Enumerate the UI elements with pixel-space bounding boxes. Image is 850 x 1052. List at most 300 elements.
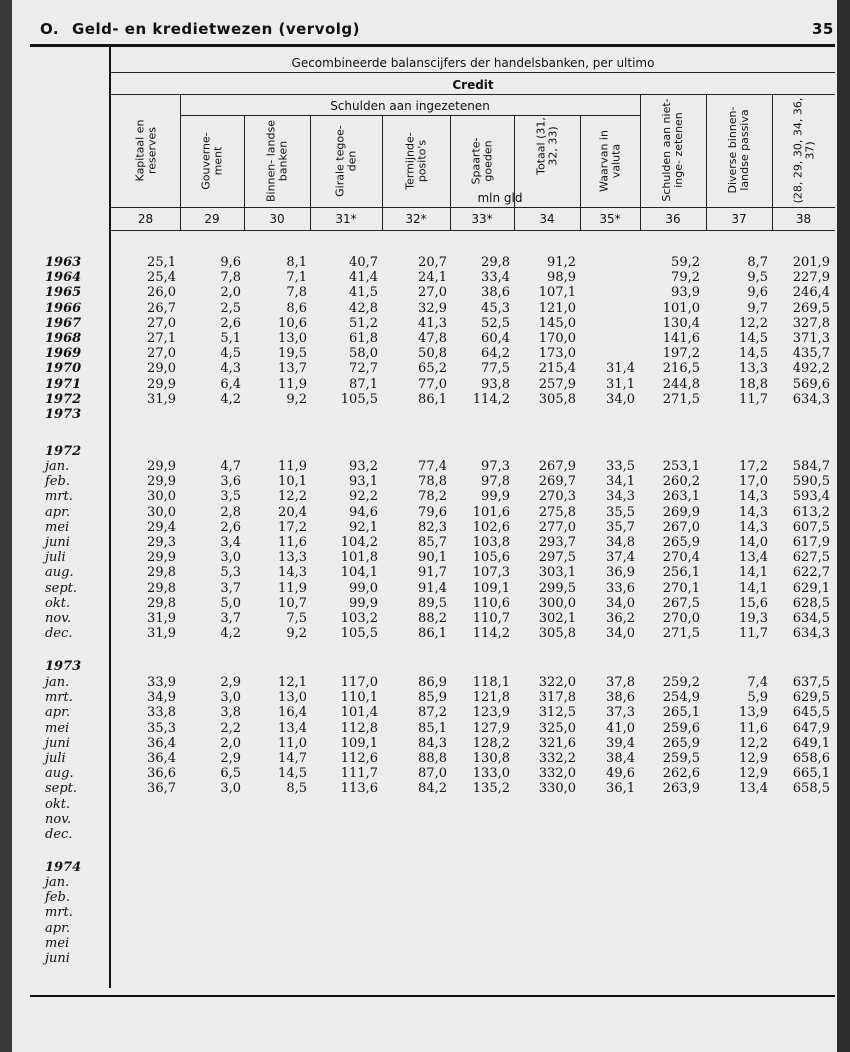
table-row [0,520,840,535]
table-cell: 637,5 [792,675,830,690]
table-cell: 51,2 [349,315,378,331]
row-label: apr. [45,705,70,721]
table-cell: 11,6 [278,535,307,550]
table-cell: 267,5 [662,595,700,611]
top-rule [30,44,835,47]
table-cell: 36,2 [606,611,635,626]
table-row [0,781,840,796]
table-cell: 628,5 [792,595,830,611]
table-cell: 607,5 [792,519,830,535]
table-cell: 658,5 [792,781,830,797]
table-cell: 14,1 [739,565,768,581]
column-number: 34 [539,212,555,226]
table-cell: 14,1 [739,580,768,596]
table-cell: 12,9 [739,751,768,766]
table-cell: 18,8 [739,376,768,392]
table-cell: 89,5 [418,595,447,611]
unit-line [111,207,835,208]
table-cell: 246,4 [792,285,830,301]
table-cell: 31,9 [147,391,176,407]
table-cell: 277,0 [538,519,576,535]
row-label: okt. [45,595,71,611]
table-cell: 2,6 [220,519,241,535]
table-cell: 321,6 [538,735,576,751]
table-cell: 107,3 [472,565,510,581]
row-label: aug. [45,766,74,782]
table-cell: 113,6 [340,781,378,797]
table-cell: 128,2 [472,735,510,751]
table-cell: 267,0 [662,519,700,535]
table-cell: 12,2 [739,315,768,331]
table-cell: 87,0 [418,766,447,782]
table-cell: 41,4 [349,270,378,286]
row-label: juni [45,735,70,751]
column-number: 29 [204,212,220,226]
table-cell: 59,2 [671,255,700,270]
table-cell: 33,5 [606,459,635,474]
table-cell: 86,1 [418,626,447,642]
table-cell: 29,8 [147,565,176,581]
table-cell: 297,5 [538,550,576,566]
table-row [0,675,840,690]
table-cell: 253,1 [662,459,700,474]
table-cell: 29,8 [147,595,176,611]
table-row [0,255,840,270]
table-cell: 170,0 [538,331,576,346]
table-cell: 45,3 [481,300,510,316]
table-cell: 41,3 [418,315,447,331]
column-header: (28, 29, 30, 34, 36, 37) [790,97,816,203]
table-cell: 103,8 [472,535,510,550]
table-cell: 6,4 [220,376,241,392]
table-cell: 34,1 [606,474,635,490]
table-cell: 29,3 [147,535,176,550]
table-cell: 14,3 [739,504,768,520]
table-cell: 14,7 [278,751,307,766]
table-cell: 4,7 [220,459,241,474]
table-cell: 634,5 [792,611,830,626]
table-cell: 9,7 [747,300,768,316]
table-cell: 42,8 [349,300,378,316]
table-cell: 37,4 [606,550,635,566]
section-letter: O. [40,20,60,38]
table-cell: 254,9 [662,690,700,706]
table-cell: 215,4 [538,361,576,377]
table-cell: 36,6 [147,766,176,782]
table-row [0,936,840,951]
table-cell: 110,7 [472,611,510,626]
table-cell: 2,6 [220,315,241,331]
table-cell: 110,6 [472,595,510,611]
table-cell: 145,0 [538,315,576,331]
table-row [0,736,840,751]
table-cell: 9,6 [220,255,241,270]
table-cell: 91,7 [418,565,447,581]
row-label: jan. [45,875,70,890]
table-cell: 30,0 [147,504,176,520]
table-cell: 256,1 [662,565,700,581]
table-cell: 259,6 [662,720,700,736]
table-cell: 14,3 [739,519,768,535]
table-row [0,581,840,596]
table-cell: 141,6 [662,331,700,346]
table-row [0,921,840,936]
table-cell: 257,9 [538,376,576,392]
table-row [0,301,840,316]
year-label: 1972 [45,444,82,459]
column-header: Totaal (31, 32, 33) [534,116,559,175]
table-cell: 645,5 [792,705,830,721]
table-cell: 322,0 [538,675,576,690]
table-cell: 29,4 [147,519,176,535]
table-cell: 30,0 [147,489,176,505]
table-cell: 105,5 [340,391,378,407]
table-cell: 617,9 [792,535,830,550]
table-cell: 36,7 [147,781,176,797]
table-cell: 14,5 [739,331,768,346]
table-cell: 38,4 [606,751,635,766]
table-cell: 102,6 [472,519,510,535]
table-cell: 2,9 [220,675,241,690]
table-cell: 300,0 [538,595,576,611]
table-cell: 269,9 [662,504,700,520]
row-label: juli [45,550,66,566]
table-cell: 10,6 [278,315,307,331]
table-cell: 2,9 [220,751,241,766]
row-label: juni [45,951,70,966]
table-cell: 87,1 [349,376,378,392]
table-cell: 110,1 [340,690,378,706]
table-cell: 8,5 [286,781,307,797]
table-cell: 13,3 [278,550,307,566]
year-heading [0,860,840,875]
table-cell: 3,8 [220,705,241,721]
table-cell: 105,5 [340,626,378,642]
table-cell: 38,6 [606,690,635,706]
table-cell: 77,4 [418,459,447,474]
row-label: 1963 [45,255,82,270]
table-cell: 93,9 [671,285,700,301]
table-cell: 16,4 [278,705,307,721]
table-row [0,890,840,905]
table-cell: 270,4 [662,550,700,566]
table-cell: 270,1 [662,580,700,596]
table-cell: 9,6 [747,285,768,301]
table-cell: 17,2 [278,519,307,535]
table-cell: 99,0 [349,580,378,596]
table-cell: 97,3 [481,459,510,474]
table-cell: 93,2 [349,459,378,474]
table-cell: 9,2 [286,626,307,642]
table-cell: 58,0 [349,346,378,362]
table-cell: 2,0 [220,735,241,751]
table-cell: 101,6 [472,504,510,520]
page-number: 35 [812,20,834,38]
table-row [0,565,840,580]
table-cell: 13,7 [278,361,307,377]
table-cell: 93,8 [481,376,510,392]
row-label: 1968 [45,331,82,346]
row-label: apr. [45,920,70,936]
table-cell: 2,0 [220,285,241,301]
table-cell: 4,2 [220,626,241,642]
table-cell: 435,7 [792,346,830,362]
table-cell: 29,9 [147,474,176,490]
row-label: mrt. [45,690,73,706]
table-cell: 269,5 [792,300,830,316]
table-cell: 19,3 [739,611,768,626]
table-cell: 7,5 [286,611,307,626]
table-cell: 3,7 [220,580,241,596]
table-cell: 13,0 [278,690,307,706]
table-cell: 121,0 [538,300,576,316]
row-label: aug. [45,565,74,581]
table-cell: 263,9 [662,781,700,797]
table-cell: 91,4 [418,580,447,596]
year-heading [0,444,840,459]
table-row [0,285,840,300]
table-cell: 77,0 [418,376,447,392]
column-header: Waarvan in valuta [597,129,622,192]
table-cell: 3,7 [220,611,241,626]
table-cell: 569,6 [792,376,830,392]
table-row [0,377,840,392]
table-cell: 92,1 [349,519,378,535]
row-label: 1966 [45,300,82,316]
year-heading [0,659,840,674]
table-cell: 17,2 [739,459,768,474]
table-cell: 265,9 [662,735,700,751]
table-cell: 31,1 [606,376,635,392]
table-cell: 4,2 [220,391,241,407]
table-cell: 35,3 [147,720,176,736]
table-cell: 7,8 [220,270,241,286]
row-label: apr. [45,504,70,520]
table-cell: 60,4 [481,331,510,346]
table-row [0,596,840,611]
table-row [0,827,840,842]
table-cell: 111,7 [340,766,378,782]
table-cell: 27,0 [147,346,176,362]
table-cell: 41,0 [606,720,635,736]
table-row [0,505,840,520]
table-cell: 86,9 [418,675,447,690]
row-label: 1967 [45,315,82,331]
table-cell: 216,5 [662,361,700,377]
table-cell: 29,9 [147,550,176,566]
table-cell: 12,9 [739,766,768,782]
table-cell: 29,9 [147,459,176,474]
row-label: juli [45,751,66,766]
table-row [0,361,840,376]
table-cell: 35,5 [606,504,635,520]
table-cell: 34,9 [147,690,176,706]
table-cell: 5,9 [747,690,768,706]
table-row [0,875,840,890]
table-cell: 20,4 [278,504,307,520]
table-cell: 37,8 [606,675,635,690]
table-cell: 94,6 [349,504,378,520]
table-cell: 634,3 [792,626,830,642]
table-cell: 79,6 [418,504,447,520]
column-header: Schulden aan niet- inge- zetenen [660,98,685,202]
table-cell: 85,1 [418,720,447,736]
table-row [0,331,840,346]
row-label: 1965 [45,285,82,301]
table-cell: 26,7 [147,300,176,316]
table-cell: 101,4 [340,705,378,721]
table-cell: 332,0 [538,766,576,782]
table-cell: 4,3 [220,361,241,377]
table-cell: 29,8 [481,255,510,270]
table-cell: 107,1 [538,285,576,301]
table-title: Gecombineerde balanscijfers der handelsbanken, per ultimo [291,56,655,70]
table-cell: 9,2 [286,391,307,407]
table-cell: 492,2 [792,361,830,377]
table-cell: 12,1 [278,675,307,690]
table-cell: 312,5 [538,705,576,721]
table-cell: 269,7 [538,474,576,490]
table-cell: 15,6 [739,595,768,611]
table-cell: 593,4 [792,489,830,505]
table-cell: 629,5 [792,690,830,706]
table-cell: 299,5 [538,580,576,596]
table-cell: 92,2 [349,489,378,505]
table-cell: 123,9 [472,705,510,721]
table-cell: 7,4 [747,675,768,690]
table-cell: 34,0 [606,391,635,407]
table-cell: 31,9 [147,611,176,626]
table-cell: 8,7 [747,255,768,270]
table-row [0,489,840,504]
column-number: 33* [471,212,493,226]
table-cell: 24,1 [418,270,447,286]
table-cell: 101,0 [662,300,700,316]
table-cell: 590,5 [792,474,830,490]
table-cell: 3,0 [220,550,241,566]
table-cell: 2,2 [220,720,241,736]
table-cell: 117,0 [340,675,378,690]
table-cell: 649,1 [792,735,830,751]
table-cell: 12,2 [739,735,768,751]
table-cell: 25,1 [147,255,176,270]
table-cell: 40,7 [349,255,378,270]
table-row [0,751,840,766]
table-cell: 47,8 [418,331,447,346]
table-cell: 13,0 [278,331,307,346]
table-row [0,626,840,641]
column-header: Girale tegoe- den [333,124,358,197]
table-cell: 265,9 [662,535,700,550]
table-cell: 99,9 [481,489,510,505]
table-row [0,407,840,422]
table-cell: 65,2 [418,361,447,377]
table-row [0,766,840,781]
unit-label: mln gld [477,191,523,205]
table-cell: 118,1 [472,675,510,690]
table-cell: 14,5 [739,346,768,362]
table-cell: 584,7 [792,459,830,474]
table-cell: 259,2 [662,675,700,690]
table-cell: 64,2 [481,346,510,362]
table-cell: 27,1 [147,331,176,346]
table-cell: 37,3 [606,705,635,721]
table-cell: 3,6 [220,474,241,490]
row-label: 1971 [45,376,82,392]
bottom-rule [30,995,835,997]
table-cell: 665,1 [792,766,830,782]
table-cell: 41,5 [349,285,378,301]
table-cell: 303,1 [538,565,576,581]
table-cell: 130,4 [662,315,700,331]
column-number: 31* [335,212,357,226]
table-cell: 39,4 [606,735,635,751]
table-cell: 87,2 [418,705,447,721]
column-number: 30 [269,212,285,226]
table-cell: 11,7 [739,391,768,407]
table-cell: 6,5 [220,766,241,782]
row-label: sept. [45,580,78,596]
column-number: 35* [599,212,621,226]
column-number: 37 [731,212,747,226]
table-cell: 31,4 [606,361,635,377]
table-cell: 327,8 [792,315,830,331]
table-cell: 91,2 [547,255,576,270]
table-cell: 114,2 [472,391,510,407]
table-cell: 98,9 [547,270,576,286]
table-row [0,797,840,812]
table-cell: 317,8 [538,690,576,706]
row-label: dec. [45,626,73,642]
table-cell: 2,5 [220,300,241,316]
table-cell: 8,6 [286,300,307,316]
table-cell: 647,9 [792,720,830,736]
table-cell: 84,3 [418,735,447,751]
table-cell: 29,0 [147,361,176,377]
table-cell: 34,3 [606,489,635,505]
table-cell: 3,0 [220,781,241,797]
column-header: Kapitaal en reserves [132,119,158,181]
table-cell: 38,6 [481,285,510,301]
table-cell: 7,8 [286,285,307,301]
table-row [0,316,840,331]
table-cell: 10,7 [278,595,307,611]
table-cell: 5,3 [220,565,241,581]
table-cell: 270,0 [662,611,700,626]
row-label: juni [45,535,70,550]
table-cell: 86,1 [418,391,447,407]
row-label: sept. [45,781,78,797]
number-line [111,230,835,231]
table-cell: 50,8 [418,346,447,362]
table-cell: 330,0 [538,781,576,797]
table-cell: 32,9 [418,300,447,316]
table-cell: 13,3 [739,361,768,377]
row-label: mei [45,519,70,535]
table-cell: 127,9 [472,720,510,736]
table-cell: 72,7 [349,361,378,377]
table-row [0,459,840,474]
credit-label: Credit [452,78,494,92]
column-number: 38 [795,212,812,226]
column-header: Termijnde- posito's [403,131,428,190]
table-cell: 130,8 [472,751,510,766]
table-cell: 627,5 [792,550,830,566]
table-cell: 244,8 [662,376,700,392]
column-number: 28 [137,212,154,226]
table-row [0,535,840,550]
table-cell: 33,8 [147,705,176,721]
